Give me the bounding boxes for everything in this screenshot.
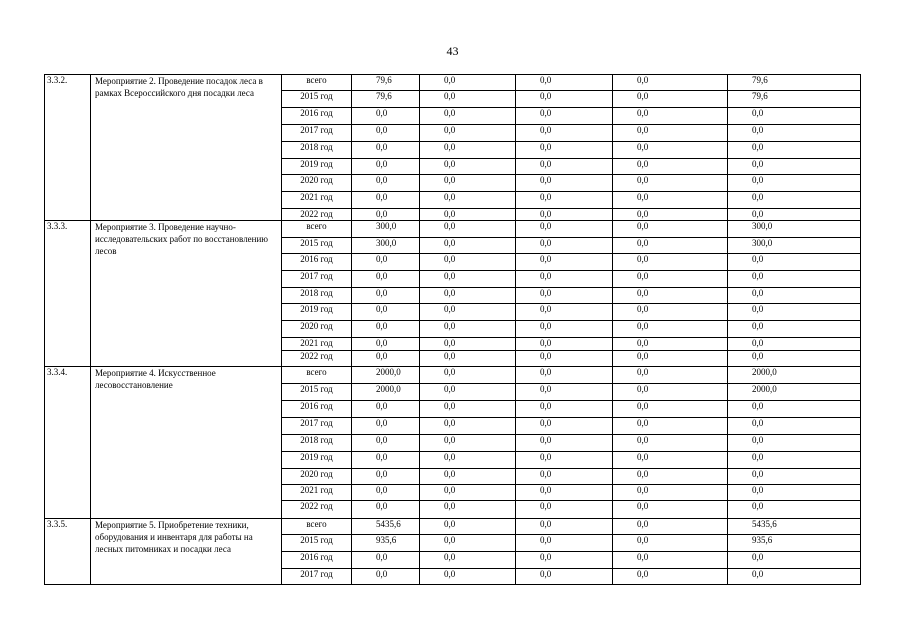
amount-cell: 0,0 [728, 254, 861, 271]
amount-cell: 0,0 [516, 288, 613, 304]
amount-cell: 0,0 [613, 535, 728, 552]
amount-cell: 0,0 [728, 338, 861, 351]
amount-cell: 5435,6 [728, 519, 861, 535]
amount-cell: 0,0 [613, 304, 728, 321]
amount-cell: 0,0 [420, 254, 516, 271]
amount-cell: 300,0 [728, 238, 861, 254]
amount-cell: 0,0 [516, 519, 613, 535]
amount-cell: 0,0 [352, 108, 420, 125]
amount-cell: 0,0 [352, 351, 420, 367]
amount-cell: 0,0 [613, 401, 728, 418]
period-cell: всего [282, 367, 352, 384]
item-number: 3.3.5. [45, 519, 91, 585]
amount-cell: 0,0 [613, 238, 728, 254]
amount-cell: 0,0 [420, 271, 516, 288]
amount-cell: 0,0 [420, 552, 516, 569]
amount-cell: 0,0 [728, 569, 861, 585]
amount-cell: 79,6 [728, 91, 861, 108]
amount-cell: 0,0 [420, 91, 516, 108]
amount-cell: 0,0 [516, 418, 613, 435]
measure-name: Мероприятие 5. Приобретение техники, оборудования и инвентаря для работы на лесных питомниках и посадки леса [91, 519, 282, 585]
amount-cell: 2000,0 [352, 367, 420, 384]
amount-cell: 0,0 [516, 321, 613, 338]
amount-cell: 0,0 [516, 401, 613, 418]
amount-cell: 0,0 [420, 238, 516, 254]
amount-cell: 0,0 [352, 142, 420, 159]
amount-cell: 0,0 [613, 125, 728, 142]
period-cell: 2016 год [282, 254, 352, 271]
amount-cell: 0,0 [420, 485, 516, 501]
amount-cell: 0,0 [613, 288, 728, 304]
amount-cell: 0,0 [516, 75, 613, 91]
amount-cell: 0,0 [420, 452, 516, 469]
amount-cell: 79,6 [352, 75, 420, 91]
period-cell: 2016 год [282, 552, 352, 569]
amount-cell: 0,0 [613, 485, 728, 501]
amount-cell: 0,0 [516, 209, 613, 221]
period-cell: 2015 год [282, 535, 352, 552]
table-row [45, 75, 861, 91]
amount-cell: 0,0 [516, 238, 613, 254]
amount-cell: 0,0 [420, 304, 516, 321]
amount-cell: 0,0 [516, 351, 613, 367]
amount-cell: 0,0 [613, 91, 728, 108]
amount-cell: 0,0 [516, 304, 613, 321]
amount-cell: 0,0 [420, 351, 516, 367]
amount-cell: 0,0 [352, 209, 420, 221]
amount-cell: 0,0 [420, 469, 516, 485]
period-cell: 2021 год [282, 485, 352, 501]
period-cell: 2016 год [282, 401, 352, 418]
amount-cell: 0,0 [352, 569, 420, 585]
period-cell: 2022 год [282, 209, 352, 221]
amount-cell: 79,6 [352, 91, 420, 108]
amount-cell: 0,0 [728, 175, 861, 192]
amount-cell: 0,0 [352, 192, 420, 209]
amount-cell: 0,0 [613, 321, 728, 338]
amount-cell: 0,0 [516, 338, 613, 351]
table-row [45, 367, 861, 384]
amount-cell: 0,0 [352, 485, 420, 501]
amount-cell: 0,0 [728, 288, 861, 304]
period-cell: 2018 год [282, 435, 352, 452]
amount-cell: 0,0 [420, 338, 516, 351]
amount-cell: 0,0 [613, 142, 728, 159]
amount-cell: 0,0 [516, 125, 613, 142]
amount-cell: 0,0 [728, 321, 861, 338]
amount-cell: 0,0 [420, 384, 516, 401]
budget-table [44, 74, 861, 585]
item-number: 3.3.3. [45, 221, 91, 367]
item-number: 3.3.2. [45, 75, 91, 221]
amount-cell: 0,0 [420, 75, 516, 91]
amount-cell: 0,0 [420, 288, 516, 304]
measure-name: Мероприятие 2. Проведение посадок леса в рамках Всероссийского дня посадки леса [91, 75, 282, 221]
amount-cell: 0,0 [516, 175, 613, 192]
amount-cell: 0,0 [728, 401, 861, 418]
amount-cell: 0,0 [613, 338, 728, 351]
period-cell: 2018 год [282, 142, 352, 159]
page-number: 43 [446, 44, 459, 58]
amount-cell: 0,0 [352, 401, 420, 418]
amount-cell: 0,0 [516, 108, 613, 125]
amount-cell: 0,0 [420, 367, 516, 384]
amount-cell: 0,0 [352, 435, 420, 452]
amount-cell: 0,0 [728, 271, 861, 288]
amount-cell: 0,0 [613, 271, 728, 288]
amount-cell: 300,0 [728, 221, 861, 238]
amount-cell: 0,0 [613, 435, 728, 452]
amount-cell: 0,0 [516, 535, 613, 552]
table-body [45, 75, 861, 585]
amount-cell: 0,0 [420, 125, 516, 142]
amount-cell: 0,0 [728, 192, 861, 209]
amount-cell: 0,0 [420, 435, 516, 452]
period-cell: 2019 год [282, 452, 352, 469]
measure-name: Мероприятие 3. Проведение научно-исследовательских работ по восстановлению лесов [91, 221, 282, 367]
table-row [45, 221, 861, 238]
amount-cell: 0,0 [613, 418, 728, 435]
amount-cell: 0,0 [516, 435, 613, 452]
amount-cell: 0,0 [613, 175, 728, 192]
amount-cell: 0,0 [352, 304, 420, 321]
amount-cell: 0,0 [352, 469, 420, 485]
amount-cell: 0,0 [516, 159, 613, 175]
amount-cell: 0,0 [516, 254, 613, 271]
amount-cell: 0,0 [420, 142, 516, 159]
measure-name: Мероприятие 4. Искусственное лесовосстановление [91, 367, 282, 519]
amount-cell: 0,0 [728, 452, 861, 469]
amount-cell: 0,0 [352, 254, 420, 271]
amount-cell: 5435,6 [352, 519, 420, 535]
period-cell: 2017 год [282, 569, 352, 585]
amount-cell: 0,0 [613, 192, 728, 209]
amount-cell: 0,0 [352, 418, 420, 435]
amount-cell: 0,0 [352, 271, 420, 288]
period-cell: 2018 год [282, 288, 352, 304]
amount-cell: 0,0 [516, 384, 613, 401]
amount-cell: 0,0 [516, 271, 613, 288]
amount-cell: 0,0 [728, 159, 861, 175]
amount-cell: 0,0 [613, 469, 728, 485]
amount-cell: 0,0 [728, 418, 861, 435]
amount-cell: 0,0 [728, 351, 861, 367]
amount-cell: 0,0 [728, 209, 861, 221]
amount-cell: 0,0 [352, 288, 420, 304]
period-cell: 2017 год [282, 125, 352, 142]
amount-cell: 0,0 [728, 469, 861, 485]
amount-cell: 2000,0 [728, 384, 861, 401]
amount-cell: 0,0 [352, 125, 420, 142]
amount-cell: 0,0 [516, 485, 613, 501]
period-cell: 2015 год [282, 384, 352, 401]
item-number: 3.3.4. [45, 367, 91, 519]
amount-cell: 0,0 [613, 569, 728, 585]
amount-cell: 0,0 [352, 552, 420, 569]
amount-cell: 0,0 [516, 452, 613, 469]
amount-cell: 2000,0 [352, 384, 420, 401]
period-cell: 2022 год [282, 351, 352, 367]
amount-cell: 0,0 [420, 175, 516, 192]
amount-cell: 0,0 [516, 142, 613, 159]
amount-cell: 935,6 [352, 535, 420, 552]
amount-cell: 0,0 [516, 367, 613, 384]
amount-cell: 0,0 [516, 469, 613, 485]
period-cell: 2017 год [282, 271, 352, 288]
period-cell: 2016 год [282, 108, 352, 125]
amount-cell: 0,0 [516, 192, 613, 209]
amount-cell: 0,0 [420, 209, 516, 221]
amount-cell: 0,0 [420, 519, 516, 535]
amount-cell: 0,0 [728, 304, 861, 321]
amount-cell: 0,0 [613, 452, 728, 469]
period-cell: 2020 год [282, 175, 352, 192]
period-cell: 2020 год [282, 469, 352, 485]
amount-cell: 300,0 [352, 221, 420, 238]
amount-cell: 0,0 [516, 569, 613, 585]
amount-cell: 0,0 [613, 351, 728, 367]
amount-cell: 0,0 [728, 501, 861, 519]
amount-cell: 0,0 [352, 338, 420, 351]
period-cell: 2021 год [282, 192, 352, 209]
amount-cell: 0,0 [613, 108, 728, 125]
amount-cell: 0,0 [613, 519, 728, 535]
amount-cell: 0,0 [516, 501, 613, 519]
amount-cell: 0,0 [352, 321, 420, 338]
period-cell: 2017 год [282, 418, 352, 435]
amount-cell: 0,0 [728, 485, 861, 501]
amount-cell: 0,0 [352, 452, 420, 469]
amount-cell: 0,0 [420, 221, 516, 238]
amount-cell: 2000,0 [728, 367, 861, 384]
amount-cell: 300,0 [352, 238, 420, 254]
period-cell: 2021 год [282, 338, 352, 351]
amount-cell: 0,0 [613, 75, 728, 91]
amount-cell: 0,0 [613, 552, 728, 569]
amount-cell: 0,0 [728, 142, 861, 159]
amount-cell: 0,0 [516, 552, 613, 569]
amount-cell: 0,0 [420, 192, 516, 209]
amount-cell: 0,0 [420, 535, 516, 552]
amount-cell: 0,0 [352, 501, 420, 519]
period-cell: 2019 год [282, 159, 352, 175]
amount-cell: 0,0 [728, 435, 861, 452]
period-cell: 2015 год [282, 238, 352, 254]
table-row [45, 519, 861, 535]
period-cell: 2019 год [282, 304, 352, 321]
amount-cell: 0,0 [613, 254, 728, 271]
amount-cell: 0,0 [420, 418, 516, 435]
amount-cell: 0,0 [516, 221, 613, 238]
period-cell: 2022 год [282, 501, 352, 519]
amount-cell: 0,0 [420, 108, 516, 125]
amount-cell: 0,0 [420, 501, 516, 519]
amount-cell: 0,0 [728, 552, 861, 569]
amount-cell: 0,0 [352, 175, 420, 192]
period-cell: всего [282, 221, 352, 238]
amount-cell: 79,6 [728, 75, 861, 91]
amount-cell: 0,0 [613, 209, 728, 221]
period-cell: всего [282, 75, 352, 91]
amount-cell: 0,0 [420, 159, 516, 175]
amount-cell: 0,0 [613, 501, 728, 519]
amount-cell: 0,0 [728, 108, 861, 125]
amount-cell: 0,0 [420, 401, 516, 418]
amount-cell: 0,0 [613, 367, 728, 384]
amount-cell: 935,6 [728, 535, 861, 552]
amount-cell: 0,0 [420, 569, 516, 585]
amount-cell: 0,0 [728, 125, 861, 142]
period-cell: 2020 год [282, 321, 352, 338]
period-cell: всего [282, 519, 352, 535]
amount-cell: 0,0 [613, 221, 728, 238]
amount-cell: 0,0 [516, 91, 613, 108]
amount-cell: 0,0 [613, 384, 728, 401]
amount-cell: 0,0 [420, 321, 516, 338]
amount-cell: 0,0 [352, 159, 420, 175]
period-cell: 2015 год [282, 91, 352, 108]
amount-cell: 0,0 [613, 159, 728, 175]
